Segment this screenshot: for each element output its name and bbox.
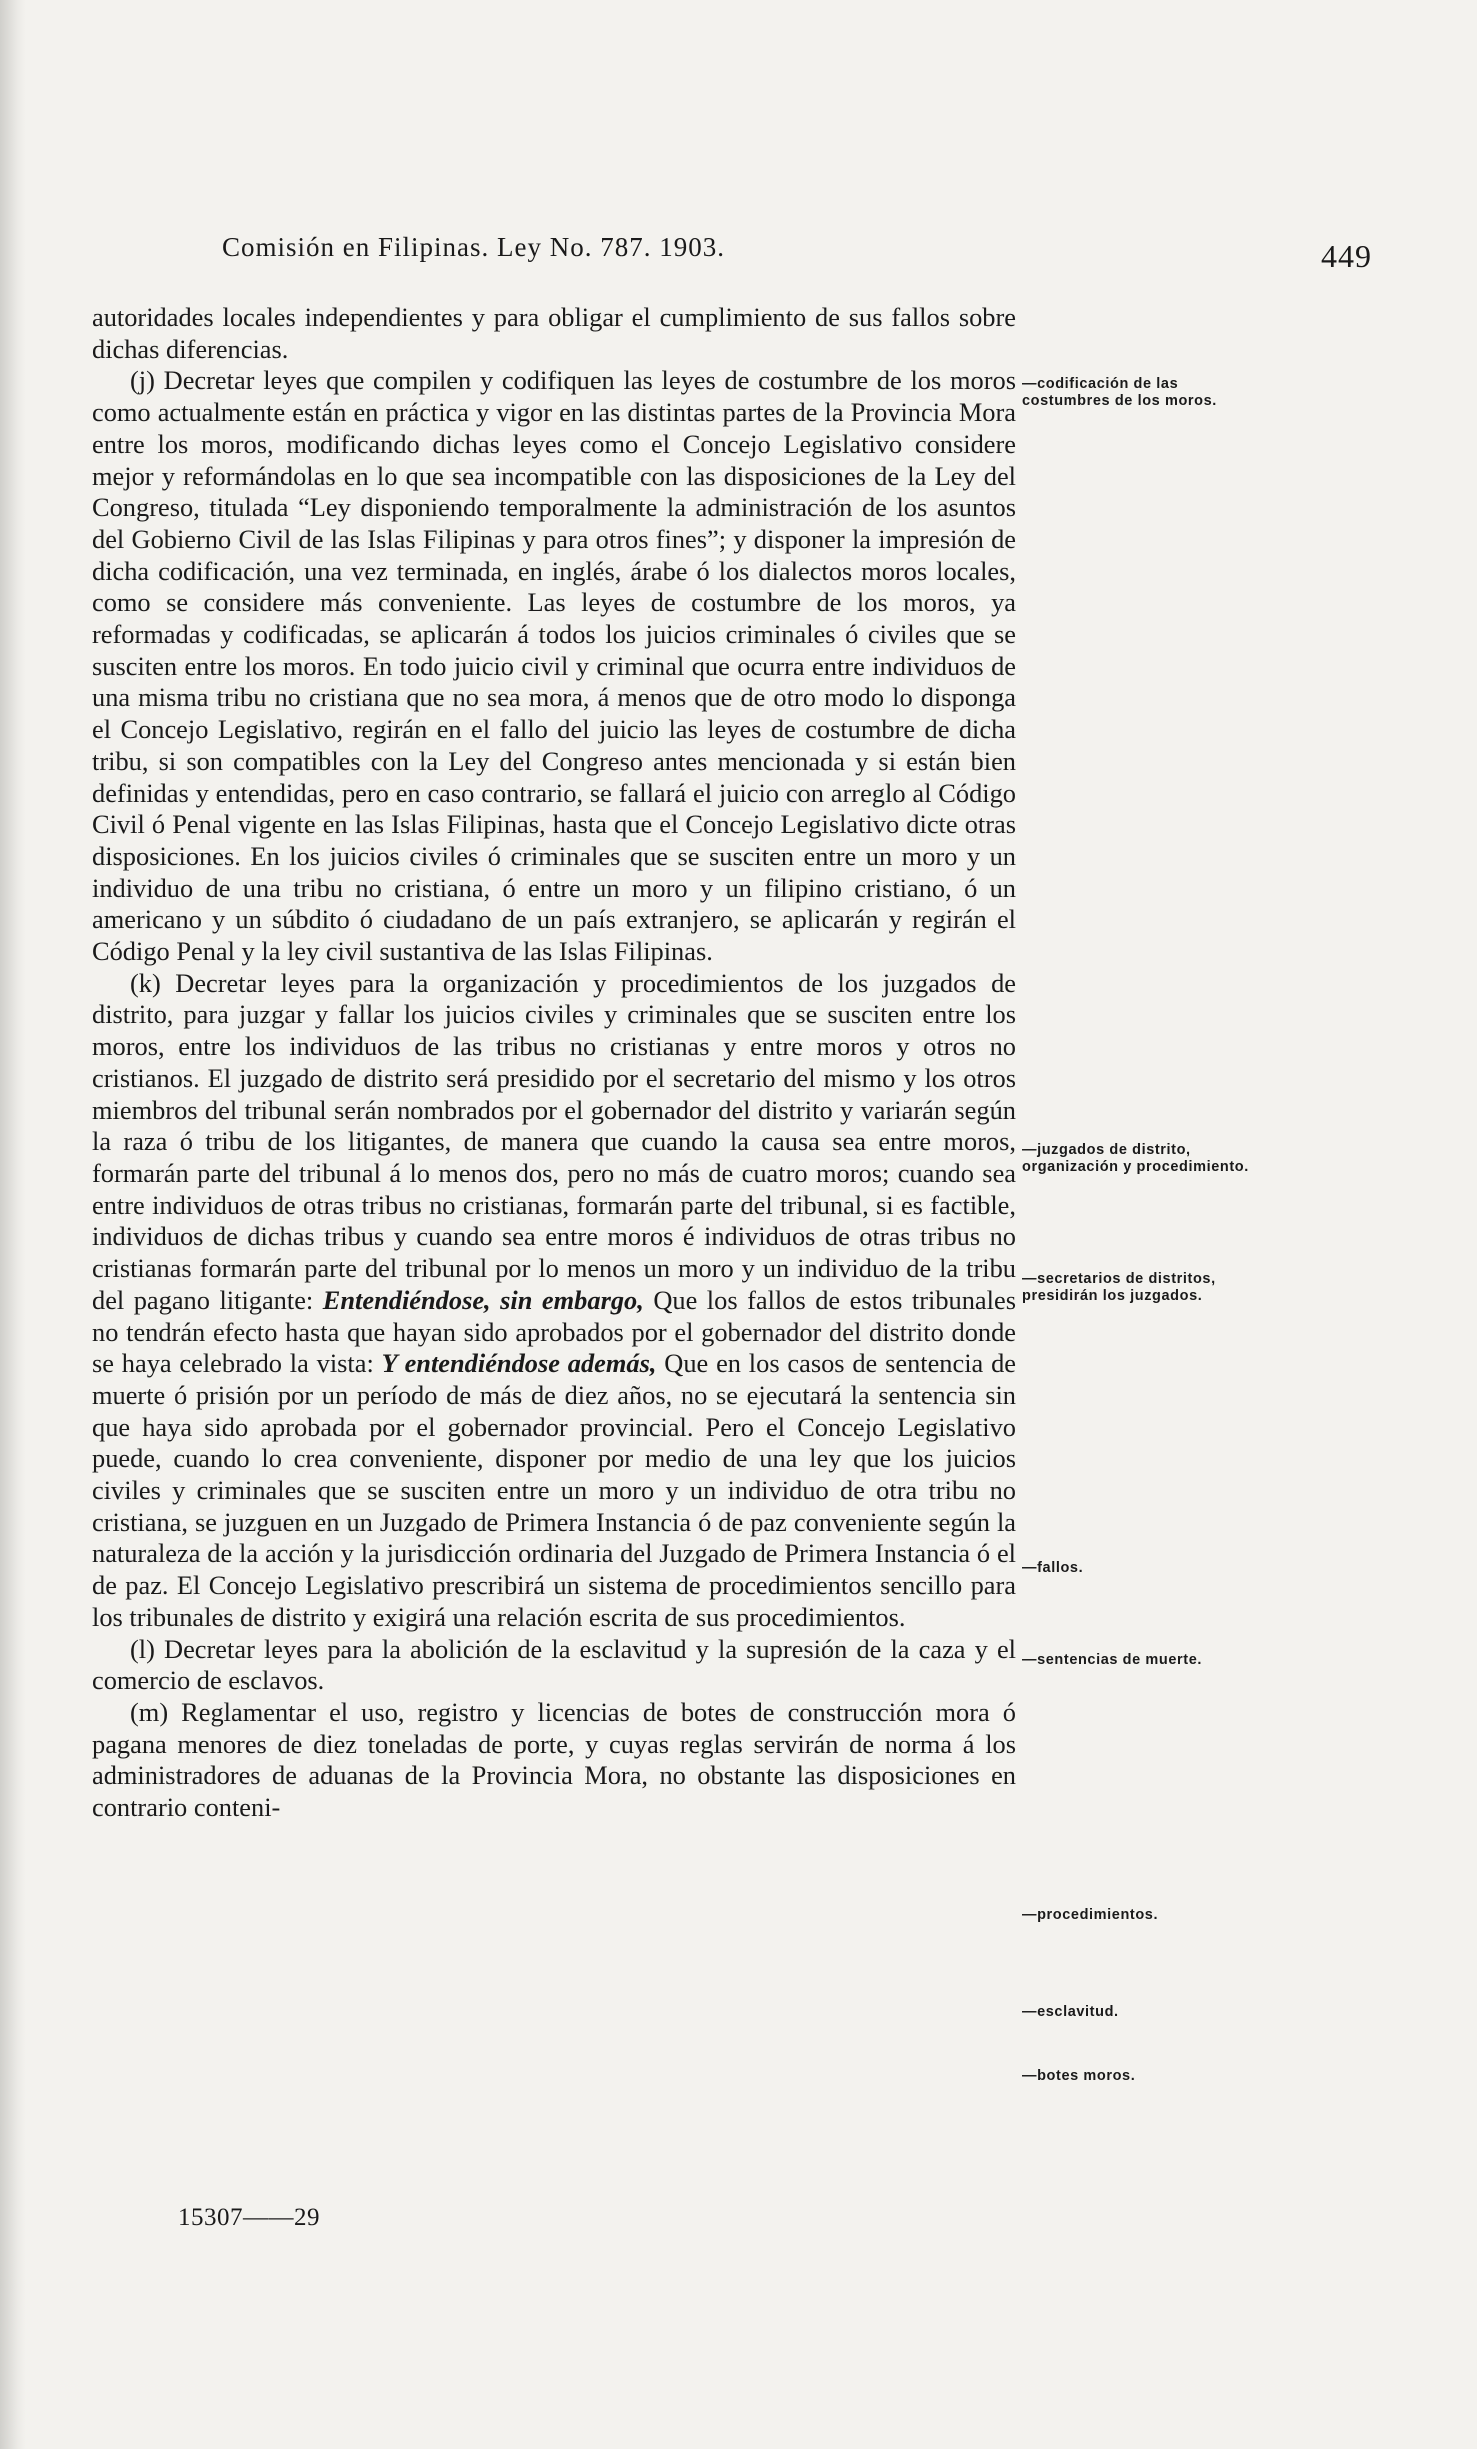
body-text (92, 302, 1016, 1824)
margin-note-fallos: —fallos. (1022, 1560, 1084, 1576)
paragraph-j: (j) Decretar leyes que compilen y codifiquen las leyes de costumbre de los moros como actualmente están en práctica y vigor en las distintas partes de la Provincia Mora entre los moros, modificando dichas leyes como el Concejo Legislativo considere mejor y reformándolas en lo que sea incompatible con las disposiciones de la Ley del Congreso, titulada “Ley disponiendo temporalmente la administración de los asuntos del Gobierno Civil de las Islas Filipinas y para otros fines”; y disponer la impresión de dicha codificación, una vez terminada, en inglés, árabe ó los dialectos moros locales, como se considere más conveniente. Las leyes de costumbre de los moros, ya reformadas y codificadas, se aplicarán á todos los juicios criminales ó civiles que se susciten entre los moros. En todo juicio civil y criminal que ocurra entre individuos de una misma tribu no cristiana que no sea mora, á menos que de otro modo lo disponga el Concejo Legislativo, regirán en el fallo del juicio las leyes de costumbre de dicha tribu, si son compatibles con la Ley del Congreso antes mencionada y si están bien definidas y entendidas, pero en caso contrario, se fallará el juicio con arreglo al Código Civil ó Penal vigente en las Islas Filipinas, hasta que el Concejo Legislativo dicte otras disposiciones. En los juicios civiles ó criminales que se susciten entre un moro y un individuo de una tribu no cristiana, ó entre un moro y un filipino cristiano, ó un americano y un súbdito ó ciudadano de un país extranjero, se aplicarán y regirán el Código Penal y la ley civil sustantiva de las Islas Filipinas. (92, 365, 1016, 967)
printer-signature: 15307——29 (178, 2204, 320, 2231)
paragraph-k-text-2: Que los fallos de estos tribunales no tendrán efecto hasta que hayan sido aprobados por el gobernador del distrito donde se haya celebrado la vista: (92, 1284, 1016, 1379)
margin-note-sentencias: —sentencias de muerte. (1022, 1652, 1203, 1668)
running-head (222, 232, 1372, 278)
proviso-2: Y entendiéndose además, (381, 1348, 657, 1379)
margin-note-esclavitud: —esclavitud. (1022, 2004, 1119, 2020)
paragraph-m: (m) Reglamentar el uso, registro y licencias de botes de construcción mora ó pagana menores de diez toneladas de porte, y cuyas reglas servirán de norma á los administradores de aduanas de la Provincia Mora, no obstante las disposiciones en contrario conteni- (92, 1696, 1016, 1823)
margin-note-procedimientos: —procedimientos. (1022, 1907, 1159, 1923)
margin-note-codificacion: —codificación de las costumbres de los moros. (1022, 376, 1217, 409)
page-number: 449 (1321, 238, 1372, 274)
paragraph-l: (l) Decretar leyes para la abolición de la esclavitud y la supresión de la caza y el comercio de esclavos. (92, 1633, 1016, 1696)
proviso-1: Entendiéndose, sin embargo, (322, 1284, 644, 1315)
scan-shadow-edge (0, 0, 26, 2449)
margin-note-secretarios: —secretarios de distritos, presidirán los juzgados. (1022, 1271, 1216, 1304)
paragraph-k (92, 968, 1016, 1634)
paragraph-k-text-3: Que en los casos de sentencia de muerte ó prisión por un período de más de diez años, no se ejecutará la sentencia sin que haya sido aprobada por el gobernador provincial. Pero el Concejo Legislativo puede, cuando lo crea conveniente, disponer por medio de una ley que los juicios civiles y criminales que se susciten entre un moro y un individuo de otra tribu no cristiana, se juzguen en un Juzgado de Primera Instancia ó de paz conveniente según la naturaleza de la acción y la jurisdicción ordinaria del Juzgado de Primera Instancia ó el de paz. El Concejo Legislativo prescribirá un sistema de procedimientos sencillo para los tribunales de distrito y exigirá una relación escrita de sus procedimientos. (92, 1348, 1016, 1632)
running-title: Comisión en Filipinas. Ley No. 787. 1903. (222, 232, 725, 262)
paragraph-continuation: autoridades locales independientes y para obligar el cumplimiento de sus fallos sobre dichas diferencias. (92, 302, 1016, 364)
margin-note-botes: —botes moros. (1022, 2068, 1136, 2084)
paragraph-k-text: (k) Decretar leyes para la organización y procedimientos de los juzgados de distrito, para juzgar y fallar los juicios civiles y criminales que se susciten entre los moros, entre los individuos de las tribus no cristianas y entre moros y otros no cristianos. El juzgado de distrito será presidido por el secretario del mismo y los otros miembros del tribunal serán nombrados por el gobernador del distrito y variarán según la raza ó tribu de los litigantes, de manera que cuando la causa sea entre moros, formarán parte del tribunal á lo menos dos, pero no más de cuatro moros; cuando sea entre individuos de otras tribus no cristianas, formarán parte del tribunal, si es factible, individuos de dichas tribus y cuando sea entre moros é individuos de otras tribus no cristianas formarán parte del tribunal por lo menos un moro y un individuo de la tribu del pagano litigante: (92, 967, 1016, 1315)
margin-note-juzgados: —juzgados de distrito, organización y procedimiento. (1022, 1142, 1249, 1175)
